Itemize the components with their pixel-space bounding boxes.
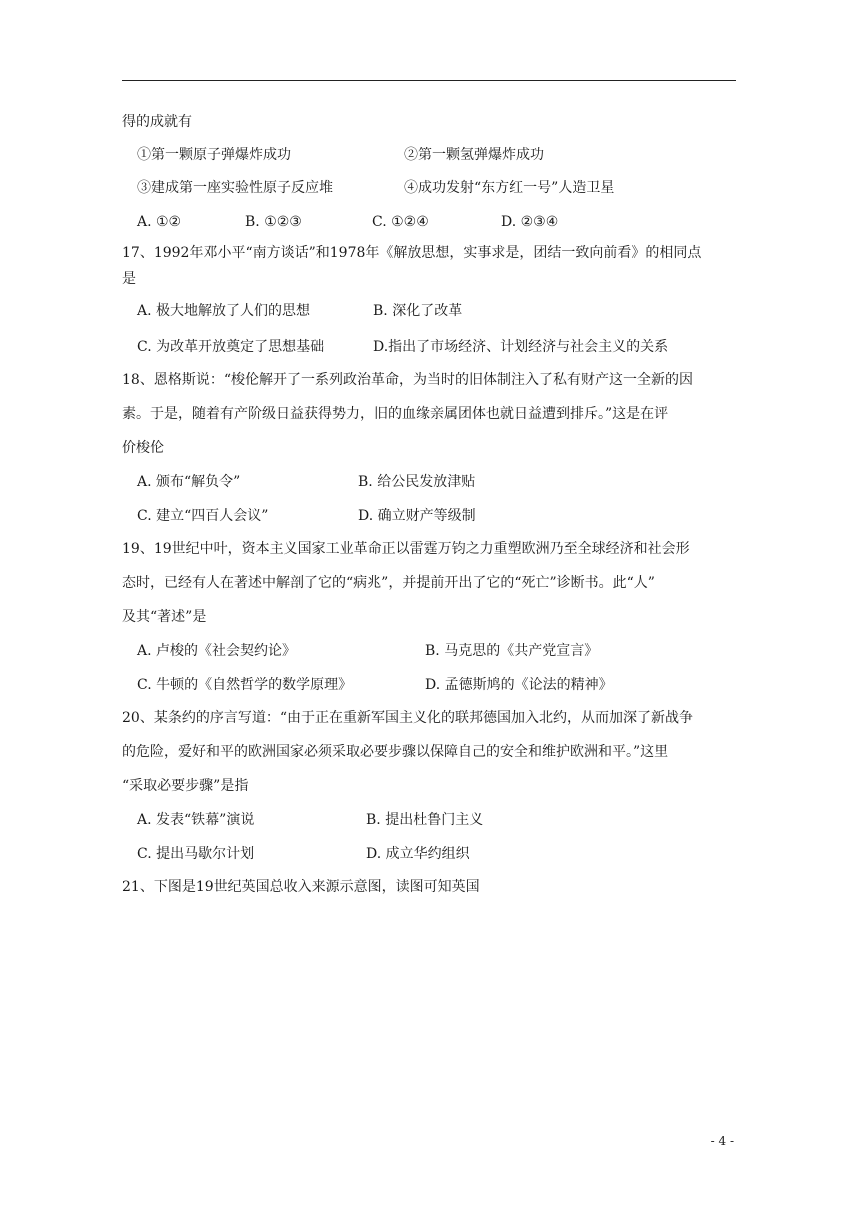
q16-statement-4: ④成功发射“东方红一号”人造卫星 (404, 180, 615, 196)
q16-option-c: C. ①②④ (372, 214, 429, 230)
q20-option-a: A. 发表“铁幕”演说 (137, 812, 255, 828)
q21-stem-line-1: 21、下图是19世纪英国总收入来源示意图，读图可知英国 (122, 879, 480, 895)
q16-option-a: A. ①② (137, 214, 182, 230)
q17-option-a: A. 极大地解放了人们的思想 (137, 303, 311, 319)
q16-statement-1: ①第一颗原子弹爆炸成功 (137, 147, 291, 163)
q20-stem-line-2: 的危险，爱好和平的欧洲国家必须采取必要步骤以保障自己的安全和维护欧洲和平。”这里 (122, 744, 669, 760)
q17-option-d: D.指出了市场经济、计划经济与社会主义的关系 (373, 339, 669, 355)
q20-option-d: D. 成立华约组织 (366, 846, 470, 862)
q17-option-b: B. 深化了改革 (373, 303, 463, 319)
page-number: - 4 - (710, 1134, 734, 1148)
q16-statement-3: ③建成第一座实验性原子反应堆 (137, 180, 333, 196)
q17-stem-line-2: 是 (122, 271, 136, 287)
q16-option-b: B. ①②③ (245, 214, 302, 230)
q18-stem-line-3: 价梭伦 (122, 440, 164, 456)
q16-statement-2: ②第一颗氢弹爆炸成功 (404, 147, 544, 163)
q18-option-d: D. 确立财产等级制 (358, 508, 476, 524)
q19-stem-line-2: 态时，已经有人在著述中解剖了它的“病兆”，并提前开出了它的“死亡”诊断书。此“人” (122, 575, 655, 591)
q19-stem-line-1: 19、19世纪中叶，资本主义国家工业革命正以雷霆万钧之力重塑欧洲乃至全球经济和社会形 (122, 541, 690, 557)
q16-option-d: D. ②③④ (501, 214, 559, 230)
q16-stem-cont: 得的成就有 (122, 114, 192, 130)
q20-option-b: B. 提出杜鲁门主义 (366, 812, 484, 828)
q19-option-a: A. 卢梭的《社会契约论》 (137, 643, 297, 659)
q20-stem-line-1: 20、某条约的序言写道：“由于正在重新军国主义化的联邦德国加入北约，从而加深了新战争 (122, 710, 693, 726)
q20-option-c: C. 提出马歇尔计划 (137, 846, 255, 862)
q18-option-b: B. 给公民发放津贴 (358, 474, 476, 490)
q17-option-c: C. 为改革开放奠定了思想基础 (137, 339, 325, 355)
q18-stem-line-2: 素。于是，随着有产阶级日益获得势力，旧的血缘亲属团体也就日益遭到排斥。”这是在评 (122, 406, 669, 422)
header-rule (122, 80, 736, 81)
q19-option-c: C. 牛顿的《自然哲学的数学原理》 (137, 677, 353, 693)
q17-stem-line-1: 17、1992年邓小平“南方谈话”和1978年《解放思想，实事求是，团结一致向前看》的相同点 (122, 245, 702, 261)
q18-option-a: A. 颁布“解负令” (137, 474, 241, 490)
q18-option-c: C. 建立“四百人会议” (137, 508, 269, 524)
q20-stem-line-3: “采取必要步骤”是指 (122, 778, 249, 794)
q19-option-b: B. 马克思的《共产党宣言》 (425, 643, 599, 659)
q19-stem-line-3: 及其“著述”是 (122, 609, 207, 625)
q19-option-d: D. 孟德斯鸠的《论法的精神》 (425, 677, 613, 693)
q18-stem-line-1: 18、恩格斯说：“梭伦解开了一系列政治革命，为当时的旧体制注入了私有财产这一全新的因 (122, 372, 693, 388)
